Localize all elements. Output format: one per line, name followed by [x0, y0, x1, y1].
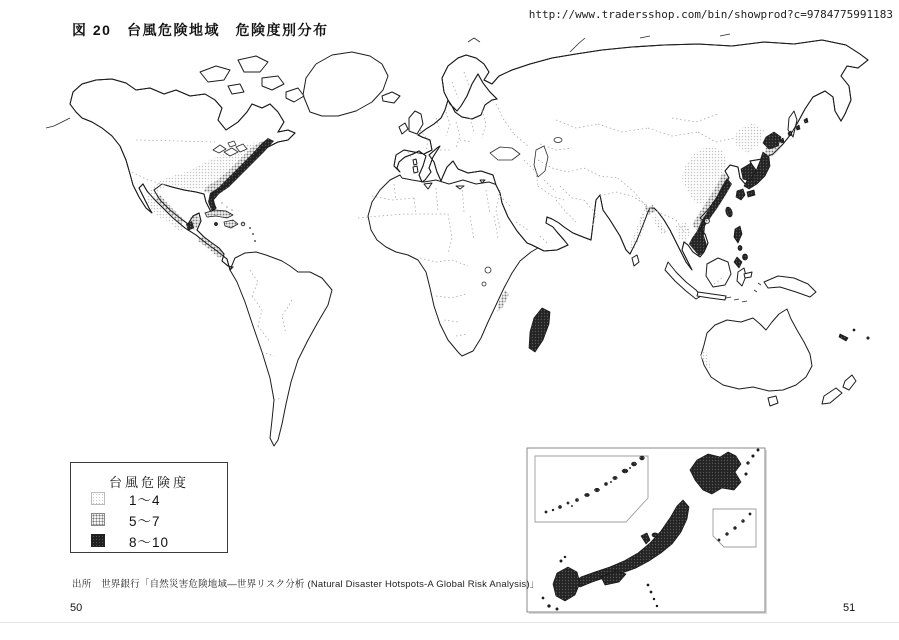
- madagascar: [529, 308, 550, 352]
- hainan: [705, 219, 710, 224]
- new-guinea: [764, 276, 816, 297]
- new-caledonia: [839, 334, 848, 341]
- legend-label-medium: 5〜7: [129, 513, 161, 529]
- legend-swatch-high-icon: [91, 534, 105, 547]
- watermark-url: http://www.tradersshop.com/bin/showprod?c=9784775991183: [528, 8, 893, 21]
- new-zealand-south: [822, 388, 842, 404]
- borneo: [706, 258, 731, 287]
- page-bottom-rule: [0, 622, 899, 623]
- new-zealand-north: [843, 375, 856, 390]
- tasmania: [768, 396, 778, 406]
- hispaniola: [224, 220, 238, 228]
- japan-kyushu: [736, 189, 745, 200]
- legend-swatch-low-icon: [91, 492, 105, 505]
- legend-swatch-medium-icon: [91, 513, 105, 526]
- legend-item-low: [91, 492, 161, 508]
- japan-shikoku: [747, 190, 755, 197]
- taiwan: [725, 206, 734, 217]
- philippines-luzon: [734, 226, 742, 243]
- legend-box: [70, 462, 228, 553]
- japan-inset-map: [527, 448, 767, 614]
- java: [697, 292, 726, 300]
- continent-south-america: [230, 252, 332, 446]
- cuba: [205, 210, 233, 218]
- inset-sado: [652, 533, 658, 537]
- jamaica: [215, 223, 218, 226]
- legend-item-high: [91, 534, 170, 550]
- page-number-left: 50: [70, 602, 83, 614]
- page-number-right: 51: [843, 602, 856, 614]
- greenland: [303, 52, 388, 116]
- sri-lanka: [632, 255, 639, 266]
- legend-item-medium: [91, 513, 161, 529]
- ireland: [399, 123, 408, 134]
- source-citation: 出所 世界銀行「自然災害危険地域―世界リスク分析 (Natural Disaster Hotspots-A Global Risk Analysis)」: [72, 579, 540, 590]
- australia: [701, 309, 812, 391]
- legend-label-low: 1〜4: [129, 492, 161, 508]
- figure-title: 図 20 台風危険地域 危険度別分布: [72, 22, 329, 38]
- legend-title: 台風危険度: [108, 475, 189, 490]
- iceland: [382, 92, 400, 103]
- sumatra: [665, 262, 701, 299]
- puerto-rico: [241, 222, 245, 226]
- legend-label-high: 8〜10: [129, 534, 170, 550]
